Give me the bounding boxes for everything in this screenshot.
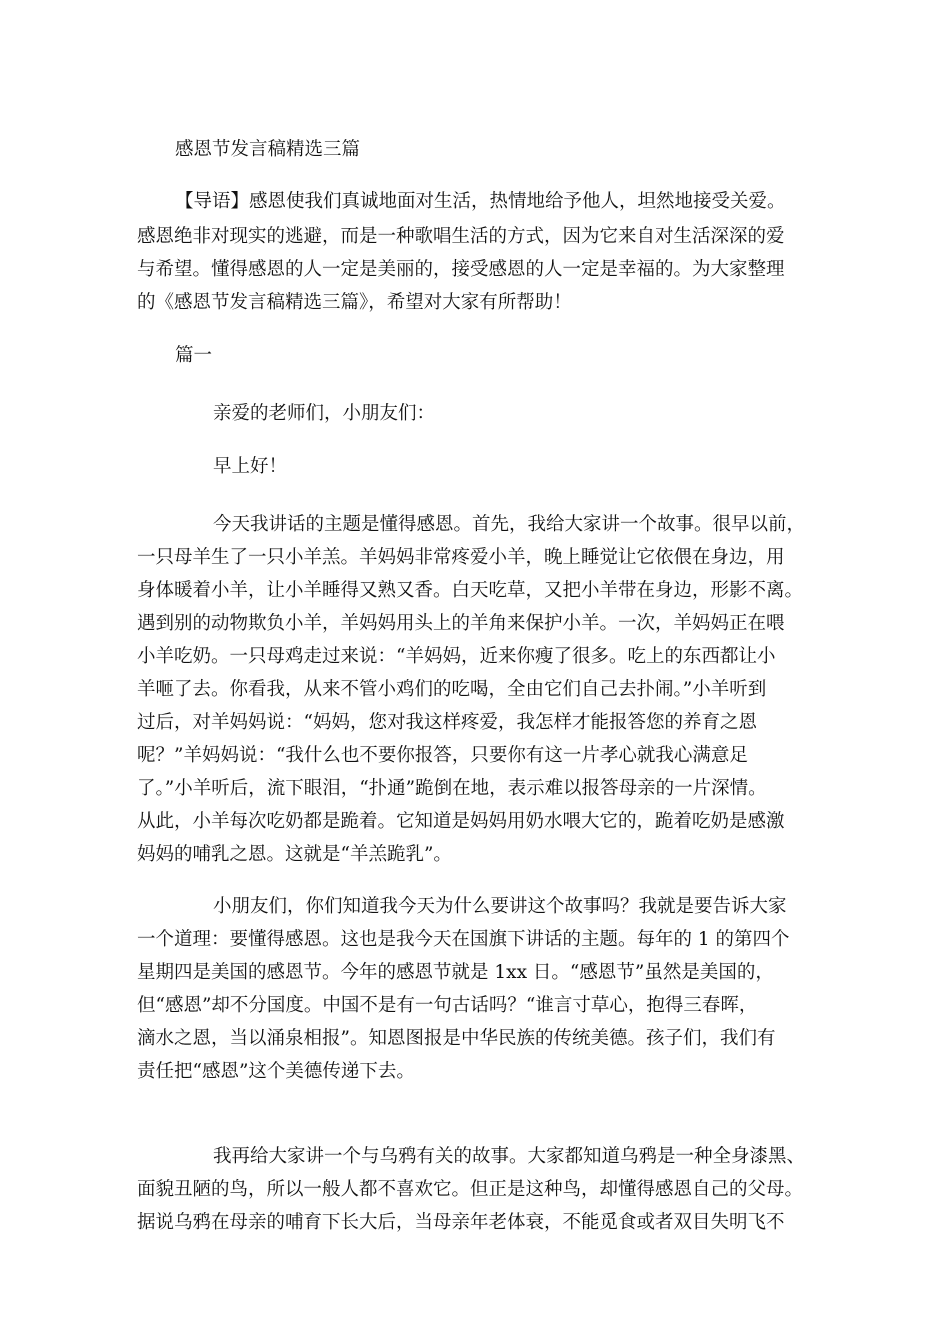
paragraph1-line: 从此，小羊每次吃奶都是跪着。它知道是妈妈用奶水喂大它的，跪着吃奶是感激 <box>137 811 785 832</box>
document-title: 感恩节发言稿精选三篇 <box>175 139 361 160</box>
paragraph1-line: 遇到别的动物欺负小羊，羊妈妈用头上的羊角来保护小羊。一次，羊妈妈正在喂 <box>137 613 785 634</box>
intro-line: 感恩绝非对现实的逃避，而是一种歌唱生活的方式，因为它来自对生活深深的爱 <box>137 226 785 247</box>
greeting: 早上好！ <box>213 456 288 477</box>
paragraph1-line: 身体暖着小羊，让小羊睡得又熟又香。白天吃草，又把小羊带在身边，形影不离。 <box>137 580 804 601</box>
paragraph1-line: 小羊吃奶。一只母鸡走过来说：“羊妈妈，近来你瘦了很多。吃上的东西都让小 <box>137 646 776 667</box>
paragraph3-line: 面貌丑陋的鸟，所以一般人都不喜欢它。但正是这种鸟，却懂得感恩自己的父母。 <box>137 1179 804 1200</box>
intro-line: 【导语】感恩使我们真诚地面对生活，热情地给予他人，坦然地接受关爱。 <box>175 191 786 212</box>
salutation: 亲爱的老师们，小朋友们： <box>213 403 436 424</box>
paragraph1-line: 过后，对羊妈妈说：“妈妈，您对我这样疼爱，我怎样才能报答您的养育之恩 <box>137 712 757 733</box>
paragraph2-line: 但“感恩”却不分国度。中国不是有一句古话吗？“谁言寸草心，抱得三春晖， <box>137 995 758 1016</box>
paragraph1-line: 羊咂了去。你看我，从来不管小鸡们的吃喝，全由它们自己去扑闹。”小羊听到 <box>137 679 767 700</box>
section-heading: 篇一 <box>175 345 213 366</box>
paragraph1-line: 了。”小羊听后，流下眼泪，“扑通”跪倒在地，表示难以报答母亲的一片深情。 <box>137 778 767 799</box>
intro-line: 与希望。懂得感恩的人一定是美丽的，接受感恩的人一定是幸福的。为大家整理 <box>137 259 785 280</box>
paragraph1-line: 呢？”羊妈妈说：“我什么也不要你报答，只要你有这一片孝心就我心满意足 <box>137 745 748 766</box>
paragraph2-line: 小朋友们，你们知道我今天为什么要讲这个故事吗？我就是要告诉大家 <box>213 896 787 917</box>
paragraph3-line: 我再给大家讲一个与乌鸦有关的故事。大家都知道乌鸦是一种全身漆黑、 <box>213 1146 806 1167</box>
paragraph2-line: 滴水之恩，当以涌泉相报”。知恩图报是中华民族的传统美德。孩子们，我们有 <box>137 1028 776 1049</box>
paragraph1-line: 一只母羊生了一只小羊羔。羊妈妈非常疼爱小羊，晚上睡觉让它依偎在身边，用 <box>137 547 785 568</box>
paragraph2-line: 责任把“感恩”这个美德传递下去。 <box>137 1061 415 1082</box>
intro-line: 的《感恩节发言稿精选三篇》，希望对大家有所帮助！ <box>137 292 572 313</box>
paragraph1-line: 今天我讲话的主题是懂得感恩。首先，我给大家讲一个故事。很早以前， <box>213 514 806 535</box>
paragraph1-line: 妈妈的哺乳之恩。这就是“羊羔跪乳”。 <box>137 844 452 865</box>
paragraph3-line: 据说乌鸦在母亲的哺育下长大后，当母亲年老体衰，不能觅食或者双目失明飞不 <box>137 1212 785 1233</box>
paragraph2-line: 一个道理：要懂得感恩。这也是我今天在国旗下讲话的主题。每年的 1 的第四个 <box>137 929 790 950</box>
paragraph2-line: 星期四是美国的感恩节。今年的感恩节就是 1xx 日。“感恩节”虽然是美国的， <box>137 962 774 983</box>
